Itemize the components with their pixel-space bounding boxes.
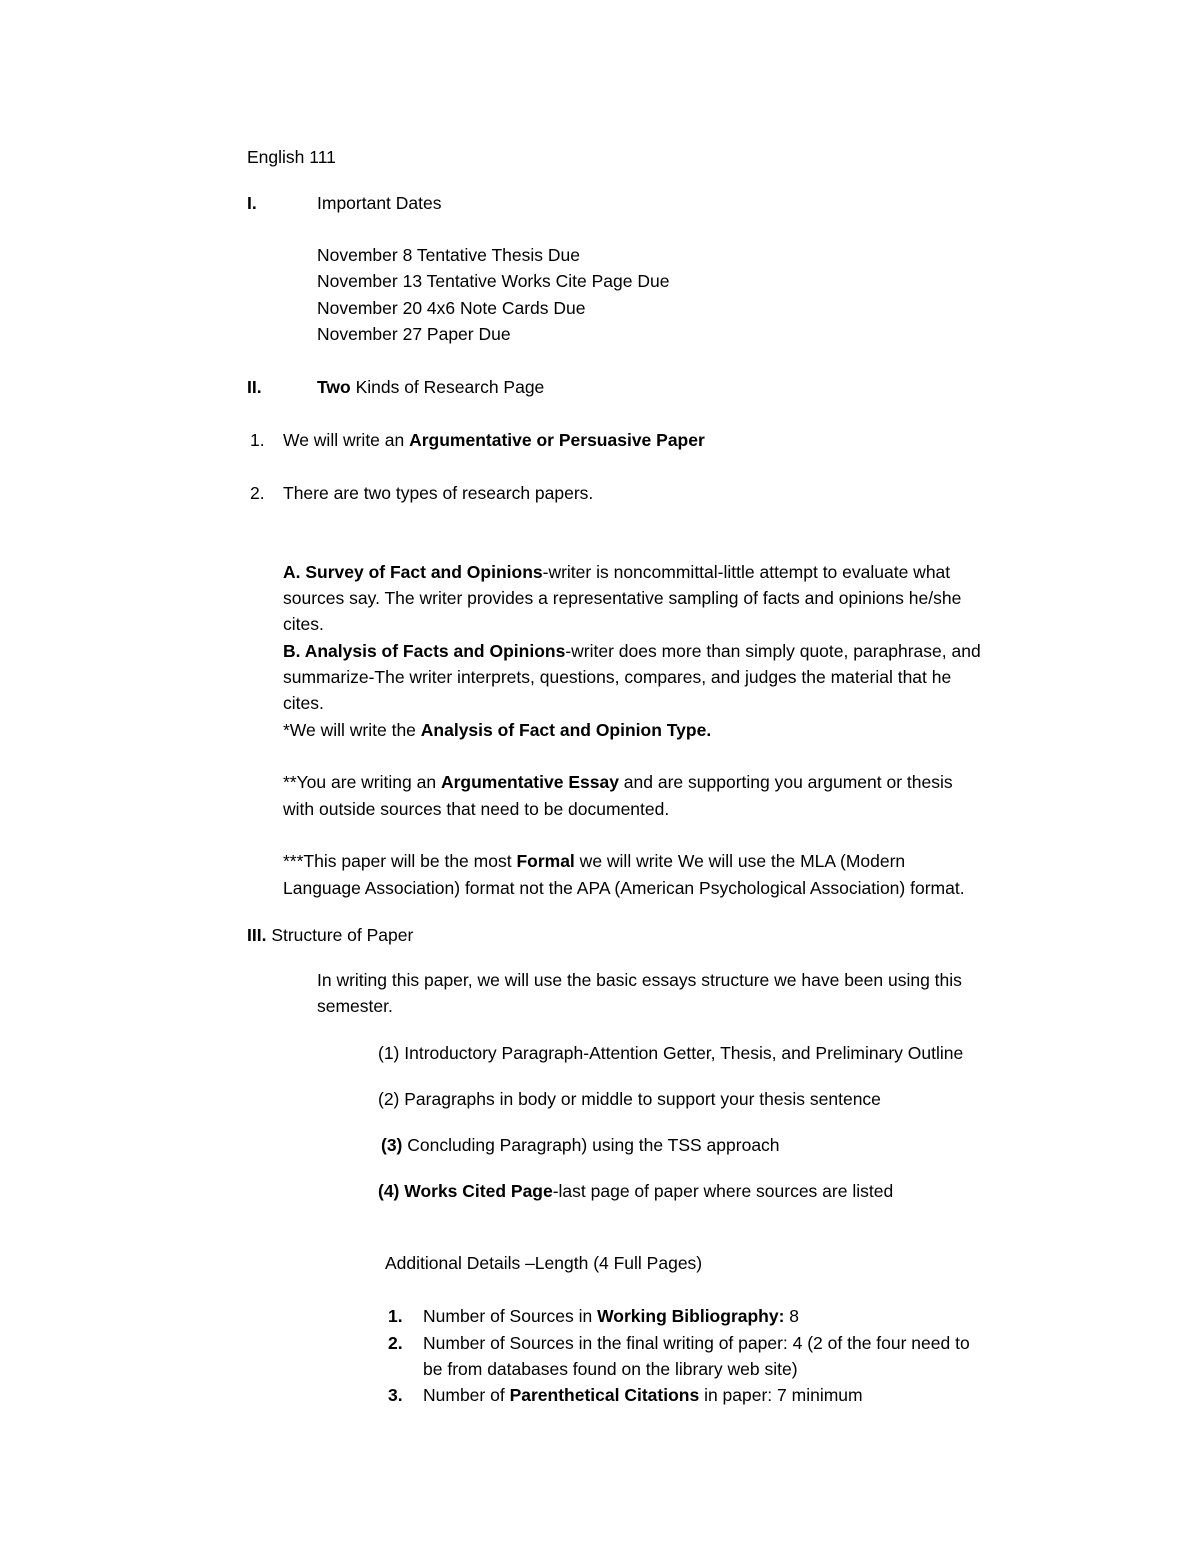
note-3-suffix: we will write We will use the MLA (Modern [574, 851, 906, 871]
note-1-text: *We will write the [283, 720, 421, 740]
detail-1 [423, 1303, 799, 1329]
note-3-line-2: Language Association) format not the APA (American Psychological Association) format. [283, 878, 965, 898]
type-a-line-2: sources say. The writer provides a representative sampling of facts and opinions he/she [283, 588, 962, 608]
list-item-1-bold: Argumentative or Persuasive Paper [409, 430, 705, 450]
section-2-heading-rest: Kinds of Research Page [350, 377, 545, 397]
detail-2-number: 2. [388, 1333, 403, 1353]
detail-1-bold: Working Bibliography: [597, 1306, 785, 1326]
type-b-text: -writer does more than simply quote, paraphrase, and [565, 641, 981, 661]
detail-1-number: 1. [388, 1306, 403, 1326]
section-3-heading [247, 922, 413, 948]
section-3-intro-line-1: In writing this paper, we will use the basic essays structure we have been using this [317, 970, 962, 990]
section-3-heading-text: Structure of Paper [266, 925, 414, 945]
type-a-label: A. Survey of Fact and Opinions [283, 562, 543, 582]
section-2-heading-bold: Two [317, 377, 351, 397]
note-2-suffix: and are supporting you argument or thesis [618, 772, 953, 792]
type-a-line-3: cites. [283, 614, 324, 634]
note-3-prefix: ***This paper will be the most [283, 851, 517, 871]
type-b-label: B. Analysis of Facts and Opinions [283, 641, 566, 661]
type-b-line-2: summarize-The writer interprets, questions, compares, and judges the material that he [283, 667, 952, 687]
note-1-bold: Analysis of Fact and Opinion Type. [420, 720, 712, 740]
list-item-1-number: 1. [250, 430, 265, 450]
structure-part-4-bold: (4) Works Cited Page [378, 1181, 553, 1201]
note-2-line-2: with outside sources that need to be documented. [283, 799, 670, 819]
structure-part-4-text: -last page of paper where sources are listed [552, 1181, 894, 1201]
detail-2-line-1: Number of Sources in the final writing of paper: 4 (2 of the four need to [423, 1333, 970, 1353]
date-item-3: November 20 4x6 Note Cards Due [317, 298, 586, 318]
section-2-heading [317, 374, 544, 400]
structure-part-4 [378, 1178, 893, 1204]
structure-part-2: (2) Paragraphs in body or middle to support your thesis sentence [378, 1089, 881, 1109]
list-item-2-number: 2. [250, 483, 265, 503]
detail-2-line-2: be from databases found on the library web site) [423, 1359, 798, 1379]
note-3-line-1 [283, 848, 905, 874]
note-2-prefix: **You are writing an [283, 772, 441, 792]
section-3-intro-line-2: semester. [317, 996, 393, 1016]
detail-3-bold: Parenthetical Citations [509, 1385, 700, 1405]
structure-part-1: (1) Introductory Paragraph-Attention Getter, Thesis, and Preliminary Outline [378, 1043, 964, 1063]
course-title: English 111 [247, 147, 336, 167]
type-b-line-3: cites. [283, 693, 324, 713]
detail-3-post: in paper: 7 minimum [699, 1385, 863, 1405]
note-2-line-1 [283, 769, 953, 795]
date-item-1: November 8 Tentative Thesis Due [317, 245, 580, 265]
type-a-text: -writer is noncommittal-little attempt to evaluate what [542, 562, 951, 582]
date-item-4: November 27 Paper Due [317, 324, 511, 344]
additional-details-heading: Additional Details –Length (4 Full Pages) [385, 1253, 703, 1273]
structure-part-3 [381, 1132, 780, 1158]
note-2-bold: Argumentative Essay [440, 772, 619, 792]
section-1-heading: Important Dates [317, 193, 442, 213]
section-3-numeral: III. [247, 925, 267, 945]
date-item-2: November 13 Tentative Works Cite Page Due [317, 271, 670, 291]
list-item-2: There are two types of research papers. [283, 483, 594, 503]
list-item-1 [283, 427, 705, 453]
detail-3-pre: Number of [423, 1385, 510, 1405]
note-3-bold: Formal [516, 851, 575, 871]
structure-part-3-text: Concluding Paragraph) using the TSS approach [402, 1135, 780, 1155]
section-2-numeral: II. [247, 377, 262, 397]
detail-3 [423, 1382, 863, 1408]
detail-1-pre: Number of Sources in [423, 1306, 598, 1326]
section-1-numeral: I. [247, 193, 257, 213]
type-a-line-1 [283, 559, 950, 585]
detail-1-post: 8 [784, 1306, 800, 1326]
type-b-line-1 [283, 638, 981, 664]
detail-3-number: 3. [388, 1385, 403, 1405]
list-item-1-text: We will write an [283, 430, 410, 450]
structure-part-3-bold: (3) [381, 1135, 403, 1155]
note-1 [283, 717, 711, 743]
